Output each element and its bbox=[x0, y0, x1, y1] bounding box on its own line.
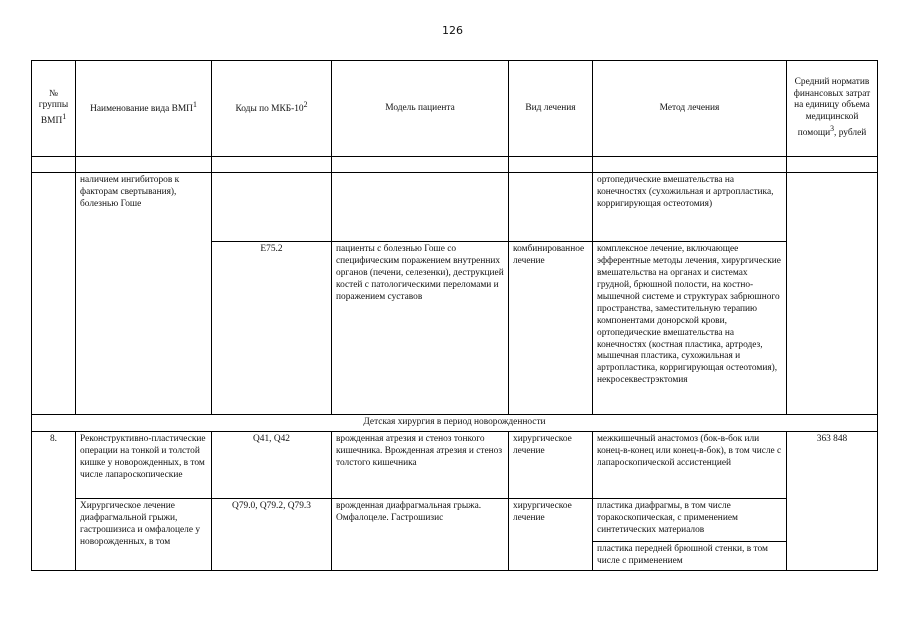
cell-treatment-type: комбинированное лечение bbox=[509, 242, 593, 415]
cell-name: наличием ингибиторов к факторам свертывания), болезнью Гоше bbox=[76, 173, 212, 415]
vmp-table bbox=[31, 60, 878, 571]
cell-cost: 363 848 bbox=[787, 431, 878, 498]
page-number: 126 bbox=[442, 24, 463, 37]
cell-method: пластика диафрагмы, в том числе торакоскопическая, с применением синтетических материалов bbox=[593, 498, 787, 541]
table-row bbox=[32, 431, 878, 498]
header-name: Наименование вида ВМП$^1$ bbox=[76, 61, 212, 157]
cell-name: Хирургическое лечение диафрагмальной грыжи, гастрошизиса и омфалоцеле у новорожденных, в том bbox=[76, 498, 212, 570]
table-row bbox=[32, 498, 878, 541]
cell-treatment-type: хирургическое лечение bbox=[509, 498, 593, 570]
cell-icd: Q41, Q42 bbox=[212, 431, 332, 498]
header-group-no: № группы ВМП$^1$ bbox=[32, 61, 76, 157]
cell-group-no: 8. bbox=[32, 431, 76, 498]
cell-method: пластика передней брюшной стенки, в том числе с применением bbox=[593, 541, 787, 570]
header-row bbox=[32, 61, 878, 157]
cell-method: комплексное лечение, включающее эфферентные методы лечения, хирургические вмешательства на органах и системах грудной, брюшной полости, на костно-мышечной системе и структурах забрюшного пространства, заместительную терапию компонентами донорской крови, ортопедические вмешательства на конечностях (костная пластика, артродез, мышечная пластика, сухожильная и артропластика, корригирующая остеотомия), некросеквестрэктомия bbox=[593, 242, 787, 415]
cell-treatment-type: хирургическое лечение bbox=[509, 431, 593, 498]
cell-icd: E75.2 bbox=[212, 242, 332, 415]
table-row bbox=[32, 173, 878, 242]
cell-method: ортопедические вмешательства на конечностях (сухожильная и артропластика, корригирующая остеотомия) bbox=[593, 173, 787, 242]
cell-patient-model: врожденная атрезия и стеноз тонкого кишечника. Врожденная атрезия и стеноз толстого кишечника bbox=[332, 431, 509, 498]
cell-patient-model: пациенты с болезнью Гоше со специфическим поражением внутренних органов (печени, селезенки), деструкцией костей с патологическими переломами и поражением суставов bbox=[332, 242, 509, 415]
section-row bbox=[32, 415, 878, 432]
cell-patient-model: врожденная диафрагмальная грыжа. Омфалоцеле. Гастрошизис bbox=[332, 498, 509, 570]
cell-method: межкишечный анастомоз (бок-в-бок или конец-в-конец или конец-в-бок), в том числе с лапароскопической ассистенцией bbox=[593, 431, 787, 498]
header-patient-model: Модель пациента bbox=[332, 61, 509, 157]
section-title: Детская хирургия в период новорожденности bbox=[32, 415, 878, 432]
header-treatment-type: Вид лечения bbox=[509, 61, 593, 157]
cell-name: Реконструктивно-пластические операции на тонкой и толстой кишке у новорожденных, в том числе лапароскопические bbox=[76, 431, 212, 498]
header-icd: Коды по МКБ-$10^2$ bbox=[212, 61, 332, 157]
cell-icd: Q79.0, Q79.2, Q79.3 bbox=[212, 498, 332, 570]
header-cost: Средний норматив финансовых затрат на единицу объема медицинской помощи$^3$, рублей bbox=[787, 61, 878, 157]
empty-spacer-row bbox=[32, 157, 878, 173]
header-method: Метод лечения bbox=[593, 61, 787, 157]
